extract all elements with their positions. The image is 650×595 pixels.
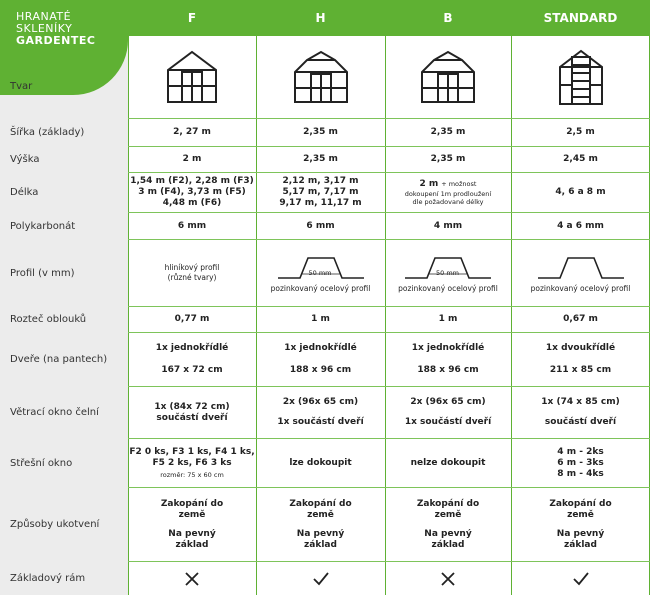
okno-top: 1x (74 x 85 cm) xyxy=(541,396,620,407)
profil-h-text: pozinkovaný ocelový profil xyxy=(270,284,371,293)
profil-b xyxy=(385,240,511,306)
profile-dimension: 50 mm xyxy=(308,269,332,277)
check-icon xyxy=(256,562,385,595)
column-header-standard: STANDARD xyxy=(511,0,650,36)
greenhouse-b-icon xyxy=(385,37,511,118)
row-label-dvere: Dveře (na pantech) xyxy=(10,354,108,365)
check-icon xyxy=(511,562,650,595)
strecha-b: nelze dokoupit xyxy=(410,457,486,468)
ukotveni-line: Na pevný xyxy=(168,528,216,539)
greenhouse-f-icon xyxy=(128,37,256,118)
brand-line-3: GARDENTEC xyxy=(16,34,96,47)
ukotveni-line: Na pevný xyxy=(556,528,605,539)
ukotveni-line: základ xyxy=(304,539,337,550)
strecha-f-line: F5 2 ks, F6 3 ks xyxy=(152,458,232,468)
strecha-f-line: F2 0 ks, F3 1 ks, F4 1 ks, xyxy=(129,447,255,457)
ukotveni-line: základ xyxy=(564,539,597,550)
ukotveni-h xyxy=(256,488,385,561)
profile-shape-icon xyxy=(276,252,366,282)
cross-icon xyxy=(128,562,256,595)
strecha-f-note: rozměr: 75 x 60 cm xyxy=(160,471,224,479)
profil-f xyxy=(128,240,256,306)
dvere-b xyxy=(385,333,511,386)
okno-bottom: součástí dveří xyxy=(156,412,228,423)
delka-f xyxy=(128,173,256,212)
profil-f-text: (různé tvary) xyxy=(167,273,217,282)
dvere-size: 167 x 72 cm xyxy=(161,364,223,375)
row-label-polykarbonat: Polykarbonát xyxy=(10,220,76,232)
brand-line-2: SKLENÍKY xyxy=(16,22,73,35)
strecha-standard-line: 6 m - 3ks xyxy=(557,457,604,468)
ukotveni-line: Na pevný xyxy=(424,528,472,539)
column-header-b: B xyxy=(385,0,511,36)
dvere-standard xyxy=(511,333,650,386)
row-label-ukotveni: Způsoby ukotvení xyxy=(10,519,100,530)
column-header-h: H xyxy=(256,0,385,36)
roztec-b: 1 m xyxy=(438,314,458,324)
roztec-h: 1 m xyxy=(311,314,330,324)
strecha-h: lze dokoupit xyxy=(289,457,352,468)
sirka-standard: 2,5 m xyxy=(566,127,595,137)
poly-standard: 4 a 6 mm xyxy=(557,220,604,231)
row-label-vyska: Výška xyxy=(10,154,40,165)
vyska-standard: 2,45 m xyxy=(563,154,598,164)
greenhouse-h-icon xyxy=(256,37,385,118)
strecha-standard xyxy=(511,439,650,487)
profil-standard xyxy=(511,240,650,306)
row-label-sirka: Šířka (základy) xyxy=(10,127,85,138)
strecha-standard-line: 4 m - 2ks xyxy=(557,446,604,457)
delka-f-line: 3 m (F4), 3,73 m (F5) xyxy=(138,187,246,197)
dvere-h xyxy=(256,333,385,386)
okno-b xyxy=(385,387,511,438)
strecha-standard-line: 8 m - 4ks xyxy=(557,468,604,479)
dvere-size: 188 x 96 cm xyxy=(289,364,352,375)
cross-icon xyxy=(385,562,511,595)
okno-h xyxy=(256,387,385,438)
ukotveni-line: země xyxy=(567,509,594,520)
delka-f-line: 4,48 m (F6) xyxy=(162,198,222,208)
dvere-size: 211 x 85 cm xyxy=(549,364,612,375)
poly-b: 4 mm xyxy=(433,220,463,231)
ukotveni-standard xyxy=(511,488,650,561)
roztec-standard: 0,67 m xyxy=(563,314,598,324)
row-label-zakladovy-ram: Základový rám xyxy=(10,573,86,584)
vyska-f: 2 m xyxy=(182,154,202,164)
column-header-f: F xyxy=(128,0,256,36)
delka-h-line: 5,17 m, 7,17 m xyxy=(282,187,359,197)
delka-b xyxy=(385,173,511,212)
ukotveni-line: Zakopání do xyxy=(416,498,480,509)
okno-top: 2x (96x 65 cm) xyxy=(410,396,486,407)
vyska-b: 2,35 m xyxy=(430,154,466,164)
greenhouse-standard-icon xyxy=(511,37,650,118)
row-label-delka: Délka xyxy=(10,187,39,198)
okno-standard xyxy=(511,387,650,438)
strecha-f xyxy=(128,439,256,487)
delka-b-main: 2 m xyxy=(419,179,439,189)
poly-f: 6 mm xyxy=(177,220,207,231)
dvere-type: 1x jednokřídlé xyxy=(284,343,357,354)
okno-top: 2x (96x 65 cm) xyxy=(282,396,359,407)
profil-h xyxy=(256,240,385,306)
ukotveni-b xyxy=(385,488,511,561)
profil-standard-text: pozinkovaný ocelový profil xyxy=(530,284,631,293)
ukotveni-f xyxy=(128,488,256,561)
dvere-size: 188 x 96 cm xyxy=(417,364,479,375)
sirka-b: 2,35 m xyxy=(430,127,466,137)
row-label-stresni-okno: Střešní okno xyxy=(10,457,73,469)
ukotveni-line: země xyxy=(434,509,462,520)
okno-bottom: 1x součástí dveří xyxy=(404,417,492,428)
delka-b-note: + možnost xyxy=(441,180,477,188)
sirka-f: 2, 27 m xyxy=(173,127,211,137)
ukotveni-line: Na pevný xyxy=(296,528,345,539)
dvere-type: 1x jednokřídlé xyxy=(411,343,485,354)
dvere-type: 1x dvoukřídlé xyxy=(545,343,616,354)
okno-bottom: součástí dveří xyxy=(544,417,617,428)
delka-f-line: 1,54 m (F2), 2,28 m (F3) xyxy=(130,176,254,186)
okno-top: 1x (84x 72 cm) xyxy=(154,401,230,412)
profile-shape-icon xyxy=(536,252,626,282)
brand-line-1: HRANATÉ xyxy=(16,10,72,23)
dvere-type: 1x jednokřídlé xyxy=(155,343,229,354)
ukotveni-line: základ xyxy=(431,539,465,550)
ukotveni-line: země xyxy=(178,509,206,520)
profile-dimension: 50 mm xyxy=(436,269,460,277)
row-label-vetraci-okno: Větrací okno čelní xyxy=(10,407,99,418)
okno-bottom: 1x součástí dveří xyxy=(277,417,364,428)
row-label-profil: Profil (v mm) xyxy=(10,267,75,279)
delka-h-line: 9,17 m, 11,17 m xyxy=(279,198,362,208)
ukotveni-line: Zakopání do xyxy=(160,498,224,509)
profile-shape-icon xyxy=(403,252,493,282)
ukotveni-line: základ xyxy=(175,539,209,550)
row-label-tvar: Tvar xyxy=(10,80,33,92)
sirka-h: 2,35 m xyxy=(303,127,338,137)
profil-b-text: pozinkovaný ocelový profil xyxy=(398,284,498,293)
delka-standard: 4, 6 a 8 m xyxy=(555,187,606,197)
row-label-roztec: Rozteč oblouků xyxy=(10,314,87,325)
dvere-f xyxy=(128,333,256,386)
vyska-h: 2,35 m xyxy=(303,154,338,164)
ukotveni-line: Zakopání do xyxy=(289,498,352,509)
poly-h: 6 mm xyxy=(306,220,335,231)
delka-h xyxy=(256,173,385,212)
roztec-f: 0,77 m xyxy=(174,314,210,324)
profil-f-text: hliníkový profil xyxy=(164,263,220,272)
delka-h-line: 2,12 m, 3,17 m xyxy=(282,176,359,186)
delka-b-note: dle požadované délky xyxy=(412,198,484,206)
ukotveni-line: Zakopání do xyxy=(549,498,612,509)
ukotveni-line: země xyxy=(307,509,334,520)
okno-f xyxy=(128,387,256,438)
brand-title xyxy=(16,11,95,47)
delka-b-note: dokoupení 1m prodloužení xyxy=(404,190,492,198)
